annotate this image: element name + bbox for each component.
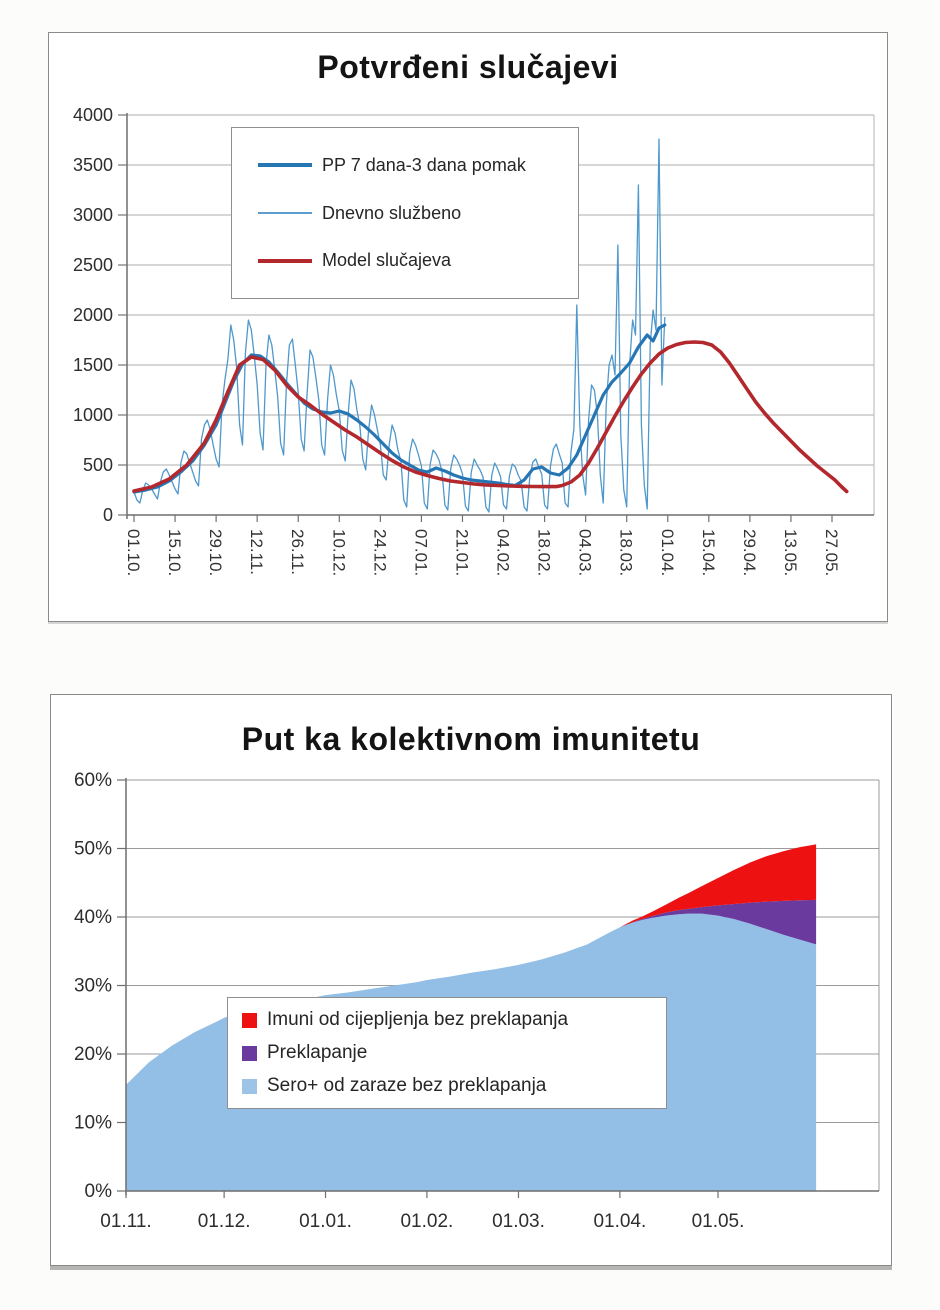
x-tick-label: 01.12. — [197, 1211, 251, 1232]
herd-immunity-legend — [227, 997, 667, 1109]
legend-label-seropositive: Sero+ od zaraze bez preklapanja — [267, 1075, 547, 1096]
x-tick-label: 01.03. — [492, 1211, 545, 1232]
x-tick-label: 01.04. — [657, 529, 677, 577]
legend-item-pp7 — [258, 155, 578, 176]
y-tick-label: 60% — [73, 770, 112, 791]
x-tick-label: 27.05. — [822, 529, 841, 577]
x-tick-label: 24.12. — [370, 529, 390, 577]
y-tick-label: 2500 — [72, 255, 113, 275]
y-tick-label: 4000 — [72, 105, 113, 125]
y-tick-label: 10% — [73, 1112, 112, 1134]
y-tick-label: 20% — [73, 1044, 112, 1065]
y-tick-label: 0 — [102, 505, 113, 525]
y-tick-label: 500 — [82, 455, 113, 475]
daily-line-swatch — [258, 212, 312, 214]
x-tick-label: 01.11. — [100, 1211, 152, 1232]
x-tick-label: 26.11. — [288, 529, 308, 576]
seropositive-swatch — [242, 1079, 257, 1094]
x-tick-label: 15.04. — [698, 529, 718, 577]
y-tick-label: 2000 — [72, 305, 113, 325]
legend-label-pp7: PP 7 dana-3 dana pomak — [322, 154, 526, 175]
legend-item-daily — [258, 203, 578, 224]
x-tick-label: 18.03. — [616, 529, 636, 577]
x-tick-label: 07.01. — [411, 529, 431, 577]
y-tick-label: 40% — [73, 907, 112, 928]
legend-label-daily: Dnevno službeno — [322, 202, 462, 223]
x-tick-label: 01.01. — [299, 1211, 352, 1232]
x-tick-label: 10.12. — [329, 529, 349, 577]
legend-label-overlap: Preklapanje — [267, 1042, 368, 1063]
y-tick-label: 0% — [84, 1181, 112, 1202]
y-tick-label: 1500 — [72, 355, 113, 375]
confirmed-cases-chart-card — [48, 32, 888, 622]
confirmed-cases-plot — [49, 33, 887, 621]
x-tick-label: 15.10. — [165, 529, 185, 577]
series-model — [134, 342, 847, 492]
herd-immunity-title: Put ka kolektivnom imunitetu — [241, 721, 701, 757]
herd-immunity-chart-card — [50, 694, 892, 1266]
legend-item-vaccine-immune — [242, 1009, 666, 1031]
y-tick-label: 3500 — [72, 155, 113, 175]
y-tick-label: 3000 — [72, 205, 113, 225]
x-tick-label: 29.04. — [739, 529, 759, 577]
overlap-swatch — [242, 1046, 257, 1061]
confirmed-cases-legend — [231, 127, 579, 299]
x-tick-label: 12.11. — [247, 529, 267, 576]
y-tick-label: 1000 — [72, 405, 113, 425]
legend-item-model — [258, 250, 578, 271]
x-tick-label: 04.03. — [575, 529, 595, 577]
x-tick-label: 29.10. — [206, 529, 226, 577]
herd-immunity-plot — [51, 695, 891, 1265]
x-tick-label: 18.02. — [534, 529, 554, 577]
x-tick-label: 01.04. — [593, 1211, 647, 1232]
y-tick-label: 50% — [73, 838, 112, 860]
y-tick-label: 30% — [73, 975, 112, 997]
vaccine-immune-swatch — [242, 1013, 257, 1028]
x-tick-label: 21.01. — [452, 529, 472, 577]
x-tick-label: 01.02. — [400, 1211, 454, 1232]
legend-label-vaccine-immune: Imuni od cijepljenja bez preklapanja — [267, 1009, 569, 1030]
model-line-swatch — [258, 259, 312, 263]
x-tick-label: 01.05. — [691, 1211, 745, 1232]
pp7-line-swatch — [258, 163, 312, 167]
x-tick-label: 01.10. — [124, 529, 143, 577]
x-tick-label: 04.02. — [493, 529, 513, 577]
legend-label-model: Model slučajeva — [322, 250, 452, 271]
x-tick-label: 13.05. — [780, 529, 800, 577]
legend-item-overlap — [242, 1042, 666, 1064]
confirmed-cases-title: Potvrđeni slučajevi — [317, 49, 619, 85]
legend-item-seropositive — [242, 1075, 666, 1097]
